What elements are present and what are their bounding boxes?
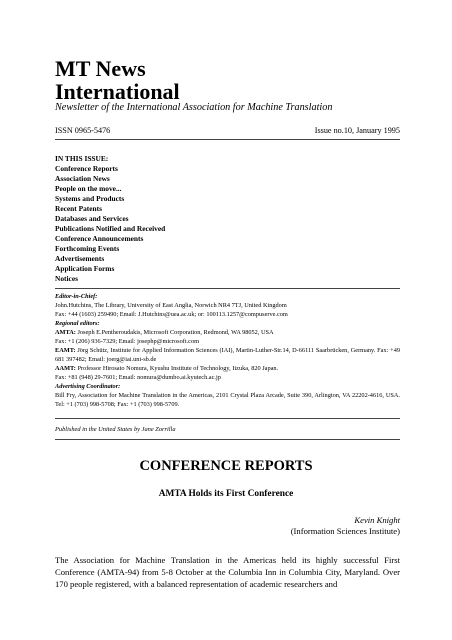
editor-in-chief-label: Editor-in-Chief:: [55, 293, 98, 300]
toc-item-databases-services: Databases and Services: [55, 214, 129, 223]
published-note: Published in the United States by Jane Zorrilla: [55, 426, 176, 433]
issn: ISSN 0965-5476: [55, 126, 111, 135]
editorial-block: [55, 292, 400, 409]
aamt-editor: [55, 364, 400, 373]
toc-item-conference-reports: Conference Reports: [55, 164, 118, 173]
title-line-1: MT News: [55, 56, 146, 81]
section-title: CONFERENCE REPORTS: [139, 458, 313, 474]
advertising-coordinator-text: Bill Fry, Association for Machine Translation in the Americas, 2101 Crystal Plaza Arcade, Suite 390, Arlington, VA 22202-4616, USA. Tel: +1 (703) 998-5708; Fax: +1 (703) 998-5709.: [55, 392, 400, 408]
issn-row: [55, 126, 400, 135]
article-author: Kevin Knight: [354, 515, 400, 525]
toc-item-advertisements: Advertisements: [55, 254, 105, 263]
published-divider: [55, 439, 400, 440]
toc-item-conference-announcements: Conference Announcements: [55, 234, 144, 243]
toc-item-application-forms: Application Forms: [55, 264, 115, 273]
editor-in-chief-contact: Fax: +44 (1603) 259490; Email: J.Hutchins@uea.ac.uk; or: 100113.1257@compuserve.com: [55, 311, 288, 318]
title-line-2: International: [55, 79, 180, 104]
newsletter-title: [55, 57, 180, 103]
toc-item-systems-products: Systems and Products: [55, 194, 125, 203]
editor-in-chief-address: John.Hutchins, The Library, University of East Anglia, Norwich NR4 7TJ, United Kingdom: [55, 302, 287, 309]
toc-divider: [55, 288, 400, 289]
amta-text: Joseph E.Pentheroudakis, Microsoft Corporation, Redmond, WA 98052, USA: [77, 329, 274, 336]
aamt-label: AAMT:: [55, 365, 76, 372]
masthead-divider: [55, 139, 400, 140]
aamt-contact: Fax: +81 (948) 29-7601; Email: nomura@dumbo.ai.kyutech.ac.jp: [55, 374, 221, 381]
toc-item-association-news: Association News: [55, 174, 110, 183]
amta-label: AMTA:: [55, 329, 76, 336]
issue-number: Issue no.10, January 1995: [314, 126, 400, 135]
editorial-divider: [55, 418, 400, 419]
eamt-text: Jörg Schütz, Institute for Applied Information Sciences (IAI), Martin-Luther-Str.14, D-66111 Saarbrücken, Germany. Fax: +49 681 397482; Email: joerg@iai.uni-sb.de: [55, 347, 400, 363]
toc-item-recent-patents: Recent Patents: [55, 204, 102, 213]
article-title: AMTA Holds its First Conference: [158, 489, 294, 499]
toc-item-notices: Notices: [55, 274, 78, 283]
toc-item-forthcoming-events: Forthcoming Events: [55, 244, 120, 253]
amta-contact: Fax: +1 (206) 936-7329; Email: josephp@microsoft.com: [55, 338, 200, 345]
newsletter-subtitle: Newsletter of the International Association for Machine Translation: [55, 102, 333, 113]
article-body: The Association for Machine Translation in the Americas held its highly successful First Conference (AMTA-94) from 5-8 October at the Columbia Inn in Columbia City, Maryland. Over 170 people registered, with a balanced representation of academic researchers and: [55, 555, 400, 589]
toc-heading: IN THIS ISSUE:: [55, 154, 109, 163]
toc-item-publications: Publications Notified and Received: [55, 224, 166, 233]
eamt-editor: [55, 346, 400, 364]
regional-editors-label: Regional editors:: [55, 320, 100, 327]
eamt-label: EAMT:: [55, 347, 76, 354]
amta-editor: [55, 328, 400, 337]
toc-item-people: People on the move...: [55, 184, 122, 193]
advertising-coordinator-label: Advertising Coordinator:: [55, 383, 121, 390]
author-affiliation: (Information Sciences Institute): [290, 526, 400, 536]
aamt-text: Professor Hirosato Nomura, Kyushu Institute of Technology, Iizuka, 820 Japan.: [77, 365, 279, 372]
